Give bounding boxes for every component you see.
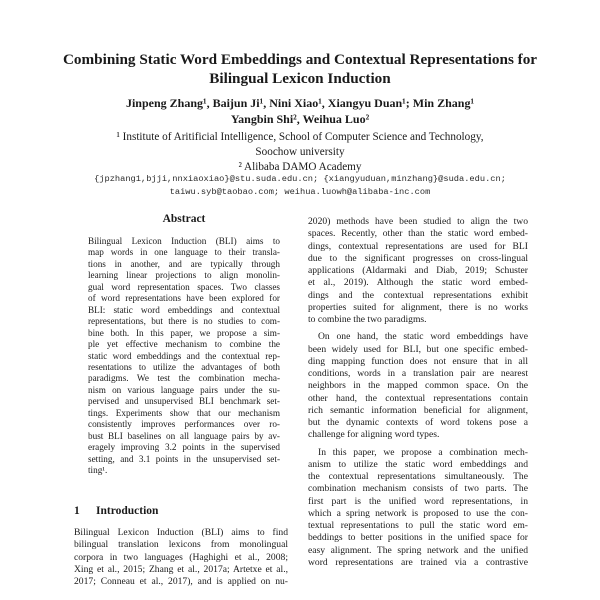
text-line: word representations are trained via a contrastive (308, 556, 528, 568)
text-line: et al., 2019). Although the static word embed- (308, 277, 528, 289)
author-line: Yangbin Shi², Weihua Luo² (230, 112, 370, 126)
text-line: ding mapping function does not ensure that in all (308, 355, 528, 367)
text-line: challenge for aligning word types. (308, 429, 440, 441)
text-line: beddings to better positions in the unified space for (308, 532, 528, 544)
text-line: due to the significant progresses on cross-lingual (308, 252, 528, 264)
text-line: conditions, words in a translation pair are nearest (308, 368, 528, 379)
text-line: other hand, the contextual representations contain (308, 392, 528, 404)
right-column-body (308, 216, 528, 569)
email-line: taiwu.syb@taobao.com; weihua.luowh@alibaba-inc.com (169, 187, 431, 197)
affiliation-line: ² Alibaba DAMO Academy (238, 161, 362, 173)
title-line: Bilingual Lexicon Induction (209, 70, 391, 87)
text-line: nism on various language pairs under the su- (88, 384, 280, 395)
text-line: 2017; Conneau et al., 2017), and is applied on nu- (74, 576, 288, 588)
text-line: combination mechanism consists of two parts. The (308, 483, 528, 495)
text-line: representations, but there is no studies to com- (88, 316, 280, 327)
text-line: BLI: static word embeddings and contextual (88, 304, 280, 315)
text-line: ple yet effective mechanism to combine the (88, 339, 280, 350)
text-line: which a spring network is proposed to use the con- (308, 507, 528, 519)
text-line: resentations to utilize the advantages of both (88, 361, 280, 372)
abstract-body (88, 236, 280, 477)
text-line: bine both. In this paper, we propose a sim- (88, 327, 280, 338)
text-line: Bilingual Lexicon Induction (BLI) aims to find (74, 527, 288, 538)
text-line: but the dynamic contexts of word tokens pose a (308, 417, 528, 428)
text-line: properties suited for alignment, there is no works (308, 301, 528, 313)
section-title: Introduction (96, 505, 159, 517)
text-line: 2020) methods have been studied to align the two (308, 216, 528, 227)
section-number: 1 (74, 505, 80, 517)
text-line: of word representations have been explored for (88, 293, 280, 304)
introduction-body (74, 527, 288, 588)
text-line: the contextual representations simultaneously. The (308, 471, 528, 482)
affiliations (40, 130, 560, 175)
section-heading (74, 505, 158, 517)
text-line: consistently improves performances over ro- (88, 419, 280, 430)
author-list (40, 95, 560, 127)
affiliation-line: Soochow university (255, 146, 345, 158)
text-line: map words in one language to their transla- (88, 247, 280, 258)
text-line: pervised and unsupervised BLI benchmark set- (88, 396, 280, 407)
text-line: eragely improving 3.2 points in the supervised (88, 442, 280, 453)
text-line: dings and the contextual representations exhibit (308, 289, 528, 301)
paper-title (40, 50, 560, 88)
author-emails (40, 173, 560, 199)
text-line: dings, contextual representations are used for BLI (308, 240, 528, 252)
text-line: gual word representation spaces. Two classes (88, 281, 280, 292)
text-line: Bilingual Lexicon Induction (BLI) aims to (88, 236, 280, 246)
text-line: first part is the unified word representations, in (308, 495, 528, 507)
author-line: Jinpeng Zhang¹, Baijun Ji¹, Nini Xiao¹, Xiangyu Duan¹; Min Zhang¹ (125, 96, 475, 110)
text-line: Xing et al., 2015; Zhang et al., 2017a; Artetxe et al., (74, 563, 288, 575)
text-line: bilingual translation lexicons from monolingual (74, 539, 288, 551)
text-line: ting¹. (88, 465, 108, 476)
text-line: to combine the two paradigms. (308, 314, 427, 325)
title-line: Combining Static Word Embeddings and Contextual Representations for (62, 51, 538, 68)
text-line: learning linear projections to align monolin- (88, 270, 280, 281)
text-line: textual representations to pull the static word em- (308, 520, 528, 531)
text-line: neighbors in the mapped common space. On the (308, 380, 528, 392)
text-line: static word embeddings and the contextual rep- (88, 350, 280, 361)
email-line: {jpzhang1,bjji,nnxiaoxiao}@stu.suda.edu.cn; {xiangyuduan,minzhang}@suda.edu.cn; (94, 174, 506, 184)
text-line: bust BLI baselines on all language pairs by av- (88, 430, 280, 441)
text-line: tings. Experiments show that our mechanism (88, 407, 280, 418)
text-line: anism to utilize the static word embeddings and (308, 458, 528, 470)
abstract-heading: Abstract (162, 213, 206, 225)
text-line: setting, and 3.1 points in the unsupervised set- (88, 453, 280, 464)
text-line: applications (Aldarmaki and Diab, 2019; Schuster (308, 265, 528, 276)
text-line: corpora in two languages (Haghighi et al., 2008; (74, 551, 288, 563)
text-line: On one hand, the static word embeddings have (318, 331, 528, 343)
text-line: been widely used for BLI, but one specific embed- (308, 343, 528, 355)
text-line: paradigms. We test the combination mecha- (88, 373, 280, 384)
text-line: easy alignment. The spring network and the unified (308, 544, 528, 556)
text-line: tions in another, and are typically through (88, 258, 280, 269)
text-line: In this paper, we propose a combination mech- (318, 446, 528, 458)
text-line: spaces. Recently, other than the static word embed- (308, 228, 528, 240)
affiliation-line: ¹ Institute of Aritificial Intelligence, School of Computer Science and Technology, (116, 131, 484, 143)
text-line: rich semantic information beneficial for alignment, (308, 404, 528, 416)
